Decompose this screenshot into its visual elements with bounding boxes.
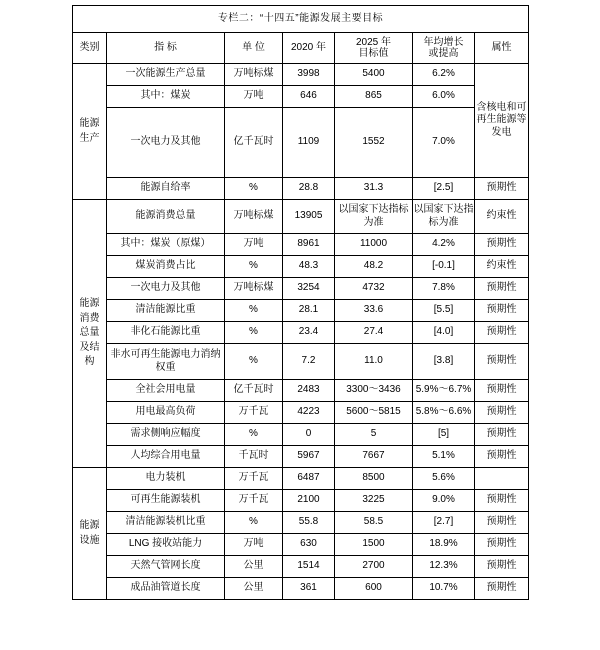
indicator-cell: 非化石能源比重 bbox=[107, 322, 225, 344]
value-2025-cell: 11000 bbox=[335, 234, 413, 256]
table-row bbox=[73, 380, 529, 402]
table-row bbox=[73, 108, 529, 178]
growth-cell: 5.8%～6.6% bbox=[413, 402, 475, 424]
value-2025-cell: 11.0 bbox=[335, 344, 413, 380]
attribute-cell: 预期性 bbox=[475, 512, 529, 534]
growth-cell: [4.0] bbox=[413, 322, 475, 344]
column-header-category: 类别 bbox=[73, 33, 107, 64]
value-2025-cell: 3300～3436 bbox=[335, 380, 413, 402]
table-row bbox=[73, 278, 529, 300]
indicator-cell: 一次电力及其他 bbox=[107, 108, 225, 178]
attribute-cell: 约束性 bbox=[475, 256, 529, 278]
value-2020-cell: 361 bbox=[283, 578, 335, 600]
table-row bbox=[73, 344, 529, 380]
unit-cell: % bbox=[225, 344, 283, 380]
category-cell-energy-consumption: 能源消费总量及结构 bbox=[73, 200, 107, 468]
table-row bbox=[73, 402, 529, 424]
attribute-cell: 含核电和可再生能源等发电 bbox=[475, 64, 529, 178]
attribute-cell: 预期性 bbox=[475, 344, 529, 380]
attribute-cell: 预期性 bbox=[475, 178, 529, 200]
value-2020-cell: 646 bbox=[283, 86, 335, 108]
growth-cell: 7.8% bbox=[413, 278, 475, 300]
energy-targets-table bbox=[72, 5, 529, 600]
value-2020-cell: 3254 bbox=[283, 278, 335, 300]
indicator-cell: 用电最高负荷 bbox=[107, 402, 225, 424]
table-row bbox=[73, 64, 529, 86]
growth-cell: [-0.1] bbox=[413, 256, 475, 278]
table-row bbox=[73, 446, 529, 468]
value-2025-cell: 31.3 bbox=[335, 178, 413, 200]
attribute-cell bbox=[475, 468, 529, 490]
value-2020-cell: 1109 bbox=[283, 108, 335, 178]
growth-cell: [2.7] bbox=[413, 512, 475, 534]
value-2025-cell: 3225 bbox=[335, 490, 413, 512]
attribute-cell: 预期性 bbox=[475, 278, 529, 300]
column-header-unit: 单 位 bbox=[225, 33, 283, 64]
growth-cell: 4.2% bbox=[413, 234, 475, 256]
unit-cell: % bbox=[225, 322, 283, 344]
table-row bbox=[73, 86, 529, 108]
indicator-cell: 其中：煤炭 bbox=[107, 86, 225, 108]
attribute-cell: 预期性 bbox=[475, 534, 529, 556]
attribute-cell: 预期性 bbox=[475, 402, 529, 424]
unit-cell: % bbox=[225, 300, 283, 322]
indicator-cell: 需求侧响应幅度 bbox=[107, 424, 225, 446]
indicator-cell: 其中：煤炭（原煤） bbox=[107, 234, 225, 256]
attribute-cell: 预期性 bbox=[475, 234, 529, 256]
attribute-cell: 预期性 bbox=[475, 424, 529, 446]
value-2020-cell: 3998 bbox=[283, 64, 335, 86]
table-row bbox=[73, 300, 529, 322]
table-row bbox=[73, 556, 529, 578]
unit-cell: 万吨 bbox=[225, 86, 283, 108]
value-2020-cell: 4223 bbox=[283, 402, 335, 424]
indicator-cell: 可再生能源装机 bbox=[107, 490, 225, 512]
column-header-target-2025-line1: 2025 年 bbox=[355, 36, 392, 48]
indicator-cell: 一次能源生产总量 bbox=[107, 64, 225, 86]
value-2025-cell: 1552 bbox=[335, 108, 413, 178]
attribute-cell: 预期性 bbox=[475, 322, 529, 344]
indicator-cell: 清洁能源装机比重 bbox=[107, 512, 225, 534]
value-2025-cell: 2700 bbox=[335, 556, 413, 578]
value-2025-cell: 58.5 bbox=[335, 512, 413, 534]
page-title: 专栏二：“十四五”能源发展主要目标 bbox=[73, 6, 529, 33]
unit-cell: 万吨标煤 bbox=[225, 64, 283, 86]
attribute-cell: 预期性 bbox=[475, 556, 529, 578]
table-row bbox=[73, 234, 529, 256]
unit-cell: 亿千瓦时 bbox=[225, 108, 283, 178]
value-2025-cell: 600 bbox=[335, 578, 413, 600]
value-2025-cell: 5 bbox=[335, 424, 413, 446]
growth-cell: [5] bbox=[413, 424, 475, 446]
value-2020-cell: 28.8 bbox=[283, 178, 335, 200]
unit-cell: % bbox=[225, 512, 283, 534]
value-2020-cell: 7.2 bbox=[283, 344, 335, 380]
growth-cell: 6.0% bbox=[413, 86, 475, 108]
unit-cell: 万吨 bbox=[225, 534, 283, 556]
table-row bbox=[73, 468, 529, 490]
value-2020-cell: 1514 bbox=[283, 556, 335, 578]
value-2020-cell: 28.1 bbox=[283, 300, 335, 322]
growth-cell: 9.0% bbox=[413, 490, 475, 512]
indicator-cell: 煤炭消费占比 bbox=[107, 256, 225, 278]
value-2020-cell: 55.8 bbox=[283, 512, 335, 534]
value-2025-cell: 27.4 bbox=[335, 322, 413, 344]
value-2020-cell: 0 bbox=[283, 424, 335, 446]
growth-cell: 7.0% bbox=[413, 108, 475, 178]
category-cell-energy-facilities: 能源设施 bbox=[73, 468, 107, 600]
unit-cell: 公里 bbox=[225, 556, 283, 578]
unit-cell: 万千瓦 bbox=[225, 468, 283, 490]
unit-cell: % bbox=[225, 178, 283, 200]
category-cell-energy-production: 能源生产 bbox=[73, 64, 107, 200]
column-header-target-2025-line2: 目标值 bbox=[358, 48, 389, 59]
unit-cell: 万吨 bbox=[225, 234, 283, 256]
growth-cell: 5.1% bbox=[413, 446, 475, 468]
indicator-cell: 一次电力及其他 bbox=[107, 278, 225, 300]
unit-cell: 公里 bbox=[225, 578, 283, 600]
value-2025-cell: 4732 bbox=[335, 278, 413, 300]
table-title-row bbox=[73, 6, 529, 33]
indicator-cell: 全社会用电量 bbox=[107, 380, 225, 402]
indicator-cell: 成品油管道长度 bbox=[107, 578, 225, 600]
indicator-cell: LNG 接收站能力 bbox=[107, 534, 225, 556]
value-2020-cell: 5967 bbox=[283, 446, 335, 468]
value-2020-cell: 630 bbox=[283, 534, 335, 556]
column-header-indicator: 指 标 bbox=[107, 33, 225, 64]
indicator-cell: 清洁能源比重 bbox=[107, 300, 225, 322]
growth-cell: [3.8] bbox=[413, 344, 475, 380]
value-2025-cell: 以国家下达指标为准 bbox=[335, 200, 413, 234]
attribute-cell: 约束性 bbox=[475, 200, 529, 234]
growth-cell: [2.5] bbox=[413, 178, 475, 200]
value-2025-cell: 7667 bbox=[335, 446, 413, 468]
growth-cell: [5.5] bbox=[413, 300, 475, 322]
indicator-cell: 非水可再生能源电力消纳权重 bbox=[107, 344, 225, 380]
indicator-cell: 天然气管网长度 bbox=[107, 556, 225, 578]
growth-cell: 6.2% bbox=[413, 64, 475, 86]
unit-cell: 万千瓦 bbox=[225, 490, 283, 512]
value-2020-cell: 23.4 bbox=[283, 322, 335, 344]
value-2025-cell: 48.2 bbox=[335, 256, 413, 278]
column-header-attribute: 属性 bbox=[475, 33, 529, 64]
value-2025-cell: 5600～5815 bbox=[335, 402, 413, 424]
unit-cell: % bbox=[225, 256, 283, 278]
unit-cell: 万吨标煤 bbox=[225, 200, 283, 234]
table-row bbox=[73, 256, 529, 278]
unit-cell: 千瓦时 bbox=[225, 446, 283, 468]
value-2020-cell: 48.3 bbox=[283, 256, 335, 278]
column-header-target-2025 bbox=[335, 33, 413, 64]
column-header-growth-line2: 或提高 bbox=[428, 48, 459, 59]
table-row bbox=[73, 512, 529, 534]
value-2020-cell: 8961 bbox=[283, 234, 335, 256]
growth-cell: 以国家下达指标为准 bbox=[413, 200, 475, 234]
table-row bbox=[73, 534, 529, 556]
value-2025-cell: 33.6 bbox=[335, 300, 413, 322]
attribute-cell: 预期性 bbox=[475, 380, 529, 402]
value-2025-cell: 865 bbox=[335, 86, 413, 108]
value-2020-cell: 2483 bbox=[283, 380, 335, 402]
column-header-growth-line1: 年均增长 bbox=[423, 36, 464, 48]
unit-cell: % bbox=[225, 424, 283, 446]
indicator-cell: 电力装机 bbox=[107, 468, 225, 490]
growth-cell: 18.9% bbox=[413, 534, 475, 556]
table-row bbox=[73, 490, 529, 512]
value-2020-cell: 6487 bbox=[283, 468, 335, 490]
growth-cell: 10.7% bbox=[413, 578, 475, 600]
attribute-cell: 预期性 bbox=[475, 446, 529, 468]
table-row bbox=[73, 322, 529, 344]
value-2025-cell: 1500 bbox=[335, 534, 413, 556]
growth-cell: 5.6% bbox=[413, 468, 475, 490]
value-2025-cell: 8500 bbox=[335, 468, 413, 490]
column-header-year-2020: 2020 年 bbox=[283, 33, 335, 64]
unit-cell: 万吨标煤 bbox=[225, 278, 283, 300]
table-row bbox=[73, 200, 529, 234]
unit-cell: 万千瓦 bbox=[225, 402, 283, 424]
value-2020-cell: 13905 bbox=[283, 200, 335, 234]
table-header-row bbox=[73, 33, 529, 64]
growth-cell: 12.3% bbox=[413, 556, 475, 578]
indicator-cell: 能源消费总量 bbox=[107, 200, 225, 234]
growth-cell: 5.9%～6.7% bbox=[413, 380, 475, 402]
value-2020-cell: 2100 bbox=[283, 490, 335, 512]
indicator-cell: 能源自给率 bbox=[107, 178, 225, 200]
attribute-cell: 预期性 bbox=[475, 300, 529, 322]
column-header-growth bbox=[413, 33, 475, 64]
table-row bbox=[73, 578, 529, 600]
unit-cell: 亿千瓦时 bbox=[225, 380, 283, 402]
attribute-cell: 预期性 bbox=[475, 578, 529, 600]
value-2025-cell: 5400 bbox=[335, 64, 413, 86]
attribute-cell: 预期性 bbox=[475, 490, 529, 512]
indicator-cell: 人均综合用电量 bbox=[107, 446, 225, 468]
table-row bbox=[73, 424, 529, 446]
table-row bbox=[73, 178, 529, 200]
